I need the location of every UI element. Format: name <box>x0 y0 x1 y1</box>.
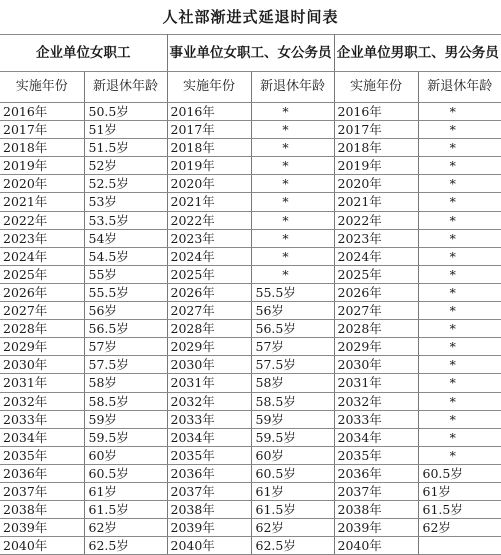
retirement-age-cell: * <box>418 247 501 265</box>
table-row <box>0 121 501 139</box>
retirement-age-cell: 58.5岁 <box>84 392 167 410</box>
retirement-age-cell: * <box>251 103 334 121</box>
year-cell: 2035年 <box>0 446 84 464</box>
retirement-age-cell: 60.5岁 <box>251 464 334 482</box>
year-cell: 2022年 <box>334 211 418 229</box>
retirement-age-cell: * <box>418 320 501 338</box>
year-cell: 2028年 <box>334 320 418 338</box>
retirement-age-cell: 61.5岁 <box>418 501 501 519</box>
retirement-age-cell: 54.5岁 <box>84 247 167 265</box>
year-cell: 2020年 <box>0 175 84 193</box>
retirement-age-cell: 60.5岁 <box>418 464 501 482</box>
year-cell: 2024年 <box>167 247 251 265</box>
retirement-age-cell: 52岁 <box>84 157 167 175</box>
column-header-year: 实施年份 <box>334 72 418 103</box>
column-header-year: 实施年份 <box>0 72 84 103</box>
retirement-age-cell: * <box>418 139 501 157</box>
table-row <box>0 392 501 410</box>
retirement-age-cell: 59.5岁 <box>251 428 334 446</box>
year-cell: 2024年 <box>334 247 418 265</box>
year-cell: 2016年 <box>0 103 84 121</box>
retirement-age-cell: 57.5岁 <box>84 356 167 374</box>
year-cell: 2038年 <box>0 501 84 519</box>
year-cell: 2032年 <box>0 392 84 410</box>
retirement-age-cell: 56.5岁 <box>84 320 167 338</box>
year-cell: 2027年 <box>167 302 251 320</box>
table-row <box>0 501 501 519</box>
year-cell: 2040年 <box>167 537 251 555</box>
year-cell: 2034年 <box>334 428 418 446</box>
retirement-age-cell: * <box>418 103 501 121</box>
year-cell: 2024年 <box>0 247 84 265</box>
retirement-age-cell: 59岁 <box>251 410 334 428</box>
table-row <box>0 283 501 301</box>
year-cell: 2030年 <box>334 356 418 374</box>
retirement-age-cell: * <box>418 175 501 193</box>
retirement-age-cell <box>418 537 501 555</box>
year-cell: 2036年 <box>167 464 251 482</box>
retirement-age-cell: 51岁 <box>84 121 167 139</box>
year-cell: 2032年 <box>167 392 251 410</box>
retirement-age-cell: 60岁 <box>84 446 167 464</box>
year-cell: 2039年 <box>334 519 418 537</box>
year-cell: 2027年 <box>334 302 418 320</box>
year-cell: 2018年 <box>0 139 84 157</box>
year-cell: 2021年 <box>334 193 418 211</box>
retirement-age-cell: * <box>418 446 501 464</box>
retirement-age-cell: 59岁 <box>84 410 167 428</box>
retirement-age-cell: 57岁 <box>84 338 167 356</box>
retirement-age-cell: * <box>418 392 501 410</box>
column-header-age: 新退休年龄 <box>418 72 501 103</box>
retirement-age-cell: 53.5岁 <box>84 211 167 229</box>
year-cell: 2038年 <box>167 501 251 519</box>
retirement-age-cell: 62岁 <box>84 519 167 537</box>
retirement-age-cell: 61.5岁 <box>251 501 334 519</box>
table-row <box>0 139 501 157</box>
year-cell: 2018年 <box>334 139 418 157</box>
retirement-age-cell: 51.5岁 <box>84 139 167 157</box>
year-cell: 2027年 <box>0 302 84 320</box>
year-cell: 2031年 <box>167 374 251 392</box>
retirement-age-cell: * <box>251 247 334 265</box>
column-header-year: 实施年份 <box>167 72 251 103</box>
retirement-age-cell: * <box>251 211 334 229</box>
year-cell: 2023年 <box>0 229 84 247</box>
retirement-age-cell: * <box>251 175 334 193</box>
table-row <box>0 356 501 374</box>
year-cell: 2039年 <box>0 519 84 537</box>
year-cell: 2016年 <box>334 103 418 121</box>
table-row <box>0 302 501 320</box>
table-row <box>0 446 501 464</box>
table-row <box>0 464 501 482</box>
retirement-age-cell: * <box>251 229 334 247</box>
retirement-age-cell: 53岁 <box>84 193 167 211</box>
year-cell: 2028年 <box>0 320 84 338</box>
retirement-age-cell: 55岁 <box>84 265 167 283</box>
year-cell: 2033年 <box>334 410 418 428</box>
retirement-age-cell: * <box>251 139 334 157</box>
year-cell: 2036年 <box>334 464 418 482</box>
retirement-age-cell: 54岁 <box>84 229 167 247</box>
group-header-institution-women: 事业单位女职工、女公务员 <box>167 35 334 72</box>
year-cell: 2025年 <box>0 265 84 283</box>
year-cell: 2032年 <box>334 392 418 410</box>
retirement-age-cell: * <box>418 211 501 229</box>
table-row <box>0 428 501 446</box>
year-cell: 2020年 <box>334 175 418 193</box>
retirement-schedule-table <box>0 34 501 555</box>
column-header-age: 新退休年龄 <box>251 72 334 103</box>
year-cell: 2017年 <box>167 121 251 139</box>
retirement-age-cell: 61.5岁 <box>84 501 167 519</box>
table-row <box>0 519 501 537</box>
retirement-age-cell: 62岁 <box>418 519 501 537</box>
year-cell: 2025年 <box>167 265 251 283</box>
year-cell: 2019年 <box>167 157 251 175</box>
sub-header-row <box>0 72 501 103</box>
retirement-age-cell: 58岁 <box>251 374 334 392</box>
year-cell: 2023年 <box>167 229 251 247</box>
year-cell: 2017年 <box>0 121 84 139</box>
retirement-age-cell: * <box>418 374 501 392</box>
year-cell: 2016年 <box>167 103 251 121</box>
year-cell: 2022年 <box>0 211 84 229</box>
year-cell: 2039年 <box>167 519 251 537</box>
retirement-age-cell: 56岁 <box>251 302 334 320</box>
year-cell: 2040年 <box>0 537 84 555</box>
column-header-age: 新退休年龄 <box>84 72 167 103</box>
table-row <box>0 320 501 338</box>
year-cell: 2026年 <box>167 283 251 301</box>
retirement-age-cell: * <box>251 157 334 175</box>
retirement-age-cell: 52.5岁 <box>84 175 167 193</box>
year-cell: 2030年 <box>0 356 84 374</box>
year-cell: 2021年 <box>0 193 84 211</box>
retirement-age-cell: * <box>418 193 501 211</box>
retirement-age-cell: 57.5岁 <box>251 356 334 374</box>
retirement-age-cell: * <box>418 338 501 356</box>
retirement-age-cell: * <box>418 302 501 320</box>
retirement-age-cell: 56岁 <box>84 302 167 320</box>
year-cell: 2029年 <box>0 338 84 356</box>
year-cell: 2035年 <box>167 446 251 464</box>
year-cell: 2037年 <box>167 482 251 500</box>
retirement-age-cell: 56.5岁 <box>251 320 334 338</box>
year-cell: 2026年 <box>334 283 418 301</box>
group-header-men: 企业单位男职工、男公务员 <box>334 35 501 72</box>
table-row <box>0 103 501 121</box>
year-cell: 2017年 <box>334 121 418 139</box>
year-cell: 2023年 <box>334 229 418 247</box>
retirement-age-cell: * <box>418 283 501 301</box>
retirement-age-cell: 62.5岁 <box>84 537 167 555</box>
retirement-age-cell: * <box>418 356 501 374</box>
year-cell: 2030年 <box>167 356 251 374</box>
retirement-age-cell: * <box>418 428 501 446</box>
year-cell: 2022年 <box>167 211 251 229</box>
table-row <box>0 410 501 428</box>
year-cell: 2029年 <box>334 338 418 356</box>
retirement-age-cell: 62.5岁 <box>251 537 334 555</box>
table-row <box>0 157 501 175</box>
year-cell: 2038年 <box>334 501 418 519</box>
year-cell: 2031年 <box>334 374 418 392</box>
table-row <box>0 229 501 247</box>
year-cell: 2034年 <box>167 428 251 446</box>
year-cell: 2029年 <box>167 338 251 356</box>
table-row <box>0 374 501 392</box>
table-row <box>0 247 501 265</box>
table-row <box>0 193 501 211</box>
year-cell: 2018年 <box>167 139 251 157</box>
group-header-row <box>0 35 501 72</box>
year-cell: 2036年 <box>0 464 84 482</box>
retirement-age-cell: 58岁 <box>84 374 167 392</box>
table-row <box>0 265 501 283</box>
retirement-age-cell: * <box>418 229 501 247</box>
retirement-age-cell: * <box>418 410 501 428</box>
page-title: 人社部渐进式延退时间表 <box>162 8 339 26</box>
year-cell: 2033年 <box>167 410 251 428</box>
retirement-age-cell: 60.5岁 <box>84 464 167 482</box>
year-cell: 2020年 <box>167 175 251 193</box>
table-body <box>0 103 501 555</box>
year-cell: 2035年 <box>334 446 418 464</box>
retirement-age-cell: * <box>251 121 334 139</box>
retirement-age-cell: 55.5岁 <box>84 283 167 301</box>
retirement-age-cell: * <box>251 193 334 211</box>
year-cell: 2021年 <box>167 193 251 211</box>
year-cell: 2019年 <box>0 157 84 175</box>
table-row <box>0 175 501 193</box>
year-cell: 2037年 <box>0 482 84 500</box>
year-cell: 2026年 <box>0 283 84 301</box>
retirement-age-cell: * <box>418 157 501 175</box>
year-cell: 2028年 <box>167 320 251 338</box>
year-cell: 2037年 <box>334 482 418 500</box>
year-cell: 2033年 <box>0 410 84 428</box>
retirement-age-cell: 57岁 <box>251 338 334 356</box>
year-cell: 2031年 <box>0 374 84 392</box>
group-header-enterprise-women: 企业单位女职工 <box>0 35 167 72</box>
retirement-age-cell: 62岁 <box>251 519 334 537</box>
table-row <box>0 211 501 229</box>
table-row <box>0 537 501 555</box>
retirement-age-cell: 58.5岁 <box>251 392 334 410</box>
year-cell: 2025年 <box>334 265 418 283</box>
retirement-age-cell: * <box>418 121 501 139</box>
retirement-age-cell: 60岁 <box>251 446 334 464</box>
year-cell: 2019年 <box>334 157 418 175</box>
table-row <box>0 338 501 356</box>
year-cell: 2034年 <box>0 428 84 446</box>
retirement-age-cell: 61岁 <box>251 482 334 500</box>
retirement-age-cell: * <box>418 265 501 283</box>
retirement-age-cell: 55.5岁 <box>251 283 334 301</box>
retirement-age-cell: 61岁 <box>84 482 167 500</box>
retirement-age-cell: 50.5岁 <box>84 103 167 121</box>
year-cell: 2040年 <box>334 537 418 555</box>
retirement-age-cell: * <box>251 265 334 283</box>
retirement-age-cell: 61岁 <box>418 482 501 500</box>
retirement-age-cell: 59.5岁 <box>84 428 167 446</box>
